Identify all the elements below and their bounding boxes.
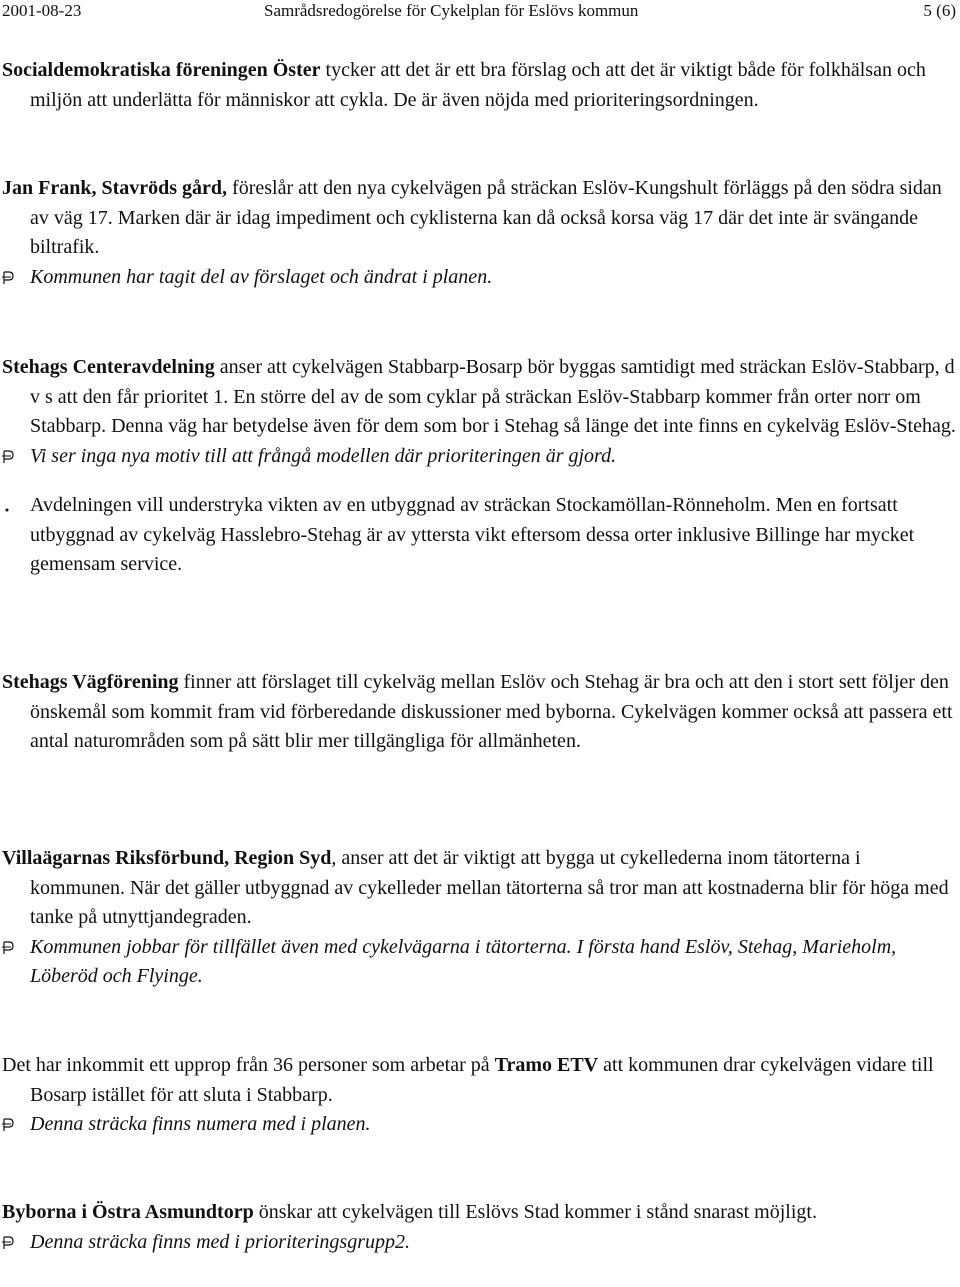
response-text: Vi ser inga nya motiv till att frångå modellen där prioriteringen är gjord. [30,444,617,467]
comment-text: önskar att cykelvägen till Eslövs Stad kommer i stånd snarast möjligt. [253,1201,817,1223]
organization-name: Socialdemokratiska föreningen Öster [2,59,321,81]
organization-name: Byborna i Östra Asmundtorp [2,1201,254,1223]
comment-socialdemokratiska [0,56,958,115]
comment-byborna [0,1198,958,1257]
comment-paragraph [0,844,958,933]
comment-text: finner att förslaget till cykelväg mellan Eslöv och Stehag är bra och att den i stort sett följer den önskemål som kommit fram vid förberedande diskussioner med byborna. Cykelvägen kommer också att passera ett antal naturområden som på sätt blir mer tillgängliga för allmänheten. [30,671,953,752]
comment-text: att kommunen drar cykelvägen vidare till Bosarp istället för att sluta i Stabbarp. [30,1054,934,1106]
comment-paragraph [0,668,958,757]
comment-stehags-vagforening [0,668,958,757]
response-marker-icon [2,1110,22,1132]
header-page-number: 5 (6) [923,1,956,20]
bullet-dot-icon [2,491,22,512]
municipality-response [0,1228,958,1258]
comment-paragraph [0,56,958,115]
comment-paragraph [0,1051,958,1110]
response-text: Denna sträcka finns numera med i planen. [30,1113,371,1135]
page-header [2,0,956,24]
organization-name: Jan Frank, Stavröds gård, [2,177,228,199]
organization-name: Stehags Vägförening [2,671,179,693]
comment-paragraph [0,353,958,442]
comment-paragraph [0,1198,958,1228]
comment-text: , anser att det är viktigt att bygga ut cykellederna inom tätorterna i kommunen. När det gäller utbyggnad av cykelleder mellan tätorterna så tror man att kostnaderna blir för höga med tanke på utnyttjandegraden. [30,847,949,928]
comment-tramo-etv [0,1051,958,1140]
response-text: Denna sträcka finns med i prioriteringsgrupp2. [30,1230,410,1253]
response-marker-icon [2,442,22,464]
response-text: Kommunen jobbar för tillfället även med cykelvägarna i tätorterna. I första hand Eslöv, Stehag, Marieholm, Löberöd och Flyinge. [30,935,897,987]
municipality-response [0,933,958,992]
comment-text: föreslår att den nya cykelvägen på sträckan Eslöv-Kungshult förläggs på den södra sidan av väg 17. Marken där är idag impediment och cyklisterna kan då också korsa väg 17 där det inte är svängande biltrafik. [30,177,942,258]
header-title: Samrådsredogörelse för Cykelplan för Eslövs kommun [264,1,639,20]
comment-text: tycker att det är ett bra förslag och att det är viktigt både för folkhälsan och miljön att underlätta för människor att cykla. De är även nöjda med prioriteringsordningen. [30,59,926,111]
comment-stehags-centeravdelning [0,353,958,580]
municipality-response [0,442,958,472]
organization-name: Villaägarnas Riksförbund, Region Syd [2,847,332,869]
municipality-response [0,1110,958,1140]
response-marker-icon [2,1228,22,1250]
comment-jan-frank [0,174,958,292]
municipality-response [0,263,958,293]
organization-name: Stehags Centeravdelning [2,356,215,378]
bullet-text: Avdelningen vill understryka vikten av en utbyggnad av sträckan Stockamöllan-Rönneholm. Men en fortsatt utbyggnad av cykelväg Hasslebro-Stehag är av yttersta vikt eftersom dessa orter inklusive Billinge har mycket gemensam service. [30,494,915,575]
response-text: Kommunen har tagit del av förslaget och ändrat i planen. [30,265,493,288]
comment-paragraph [0,174,958,263]
comment-villaagarnas [0,844,958,992]
response-marker-icon [2,933,22,955]
organization-name: Tramo ETV [494,1054,599,1076]
bullet-item [0,491,958,580]
comment-text: anser att cykelvägen Stabbarp-Bosarp bör byggas samtidigt med sträckan Eslöv-Stabbarp, d v s att den får prioritet 1. En större del av de som cyklar på sträckan Eslöv-Stabbarp kommer från orter norr om Stabbarp. Denna väg har betydelse även för dem som bor i Stehag så länge det inte finns en cykelväg Eslöv-Stehag. [30,356,956,437]
header-date: 2001-08-23 [2,1,82,20]
comment-intro: Det har inkommit ett upprop från 36 personer som arbetar på [2,1054,495,1076]
response-marker-icon [2,263,22,285]
